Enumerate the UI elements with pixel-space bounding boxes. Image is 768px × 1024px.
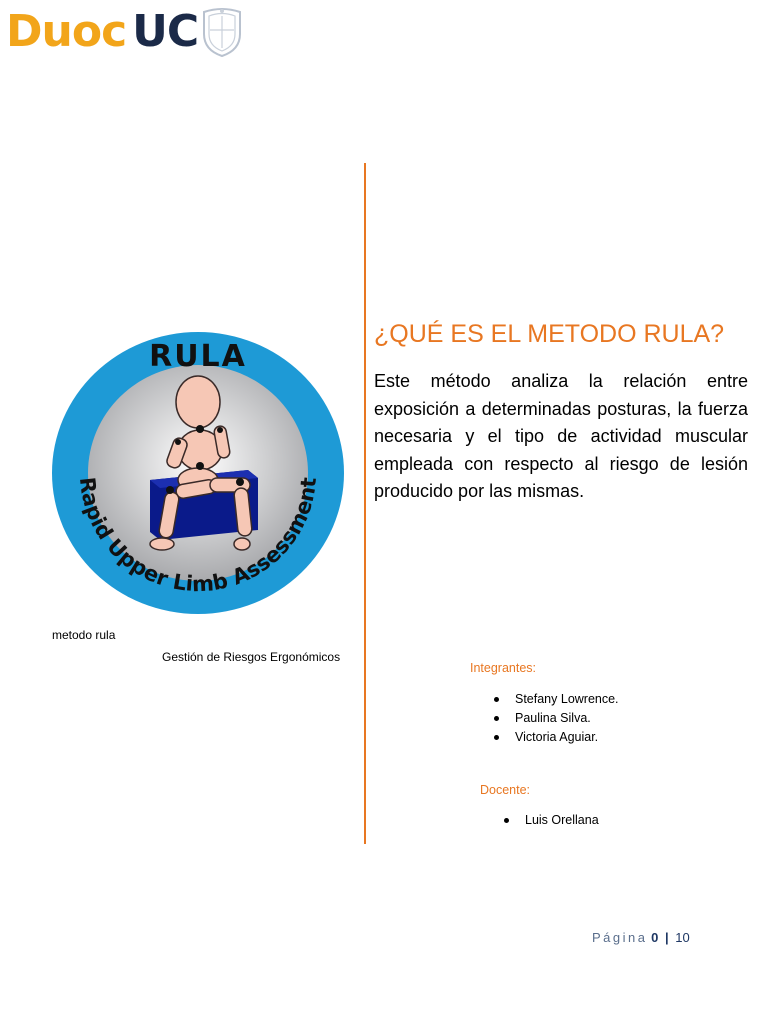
duoc-uc-logo	[6, 4, 244, 60]
rula-badge-logo	[50, 330, 346, 616]
page-total: 10	[675, 930, 690, 945]
caption-metodo-rula: metodo rula	[52, 628, 116, 642]
caption-course: Gestión de Riesgos Ergonómicos	[162, 650, 341, 664]
page-separator: |	[664, 930, 669, 945]
page-number: 0	[651, 930, 659, 945]
list-item: Luis Orellana	[500, 811, 599, 830]
badge-ring-text: Rapid Upper Limb Assessment	[74, 475, 321, 597]
page-footer	[592, 930, 690, 945]
logo-uc-text: UC	[132, 6, 199, 57]
integrantes-label: Integrantes:	[470, 661, 537, 675]
vertical-divider	[364, 163, 366, 844]
list-item: Paulina Silva.	[490, 709, 619, 728]
docente-label: Docente:	[480, 783, 531, 797]
page-title: ¿QUÉ ES EL METODO RULA?	[374, 320, 725, 348]
list-item: Victoria Aguiar.	[490, 728, 619, 747]
members-list	[490, 690, 619, 747]
intro-paragraph: Este método analiza la relación entre exposición a determinadas posturas, la fuerza necesaria y el tipo de actividad muscular empleada con respecto al riesgo de lesión producido por las mismas.	[374, 371, 748, 501]
uc-seal-icon	[200, 6, 244, 58]
page-word: Página	[592, 930, 648, 945]
logo-duoc-text: Duoc	[6, 6, 127, 57]
badge-title: RULA	[149, 339, 247, 374]
docente-list	[500, 811, 599, 830]
list-item: Stefany Lowrence.	[490, 690, 619, 709]
